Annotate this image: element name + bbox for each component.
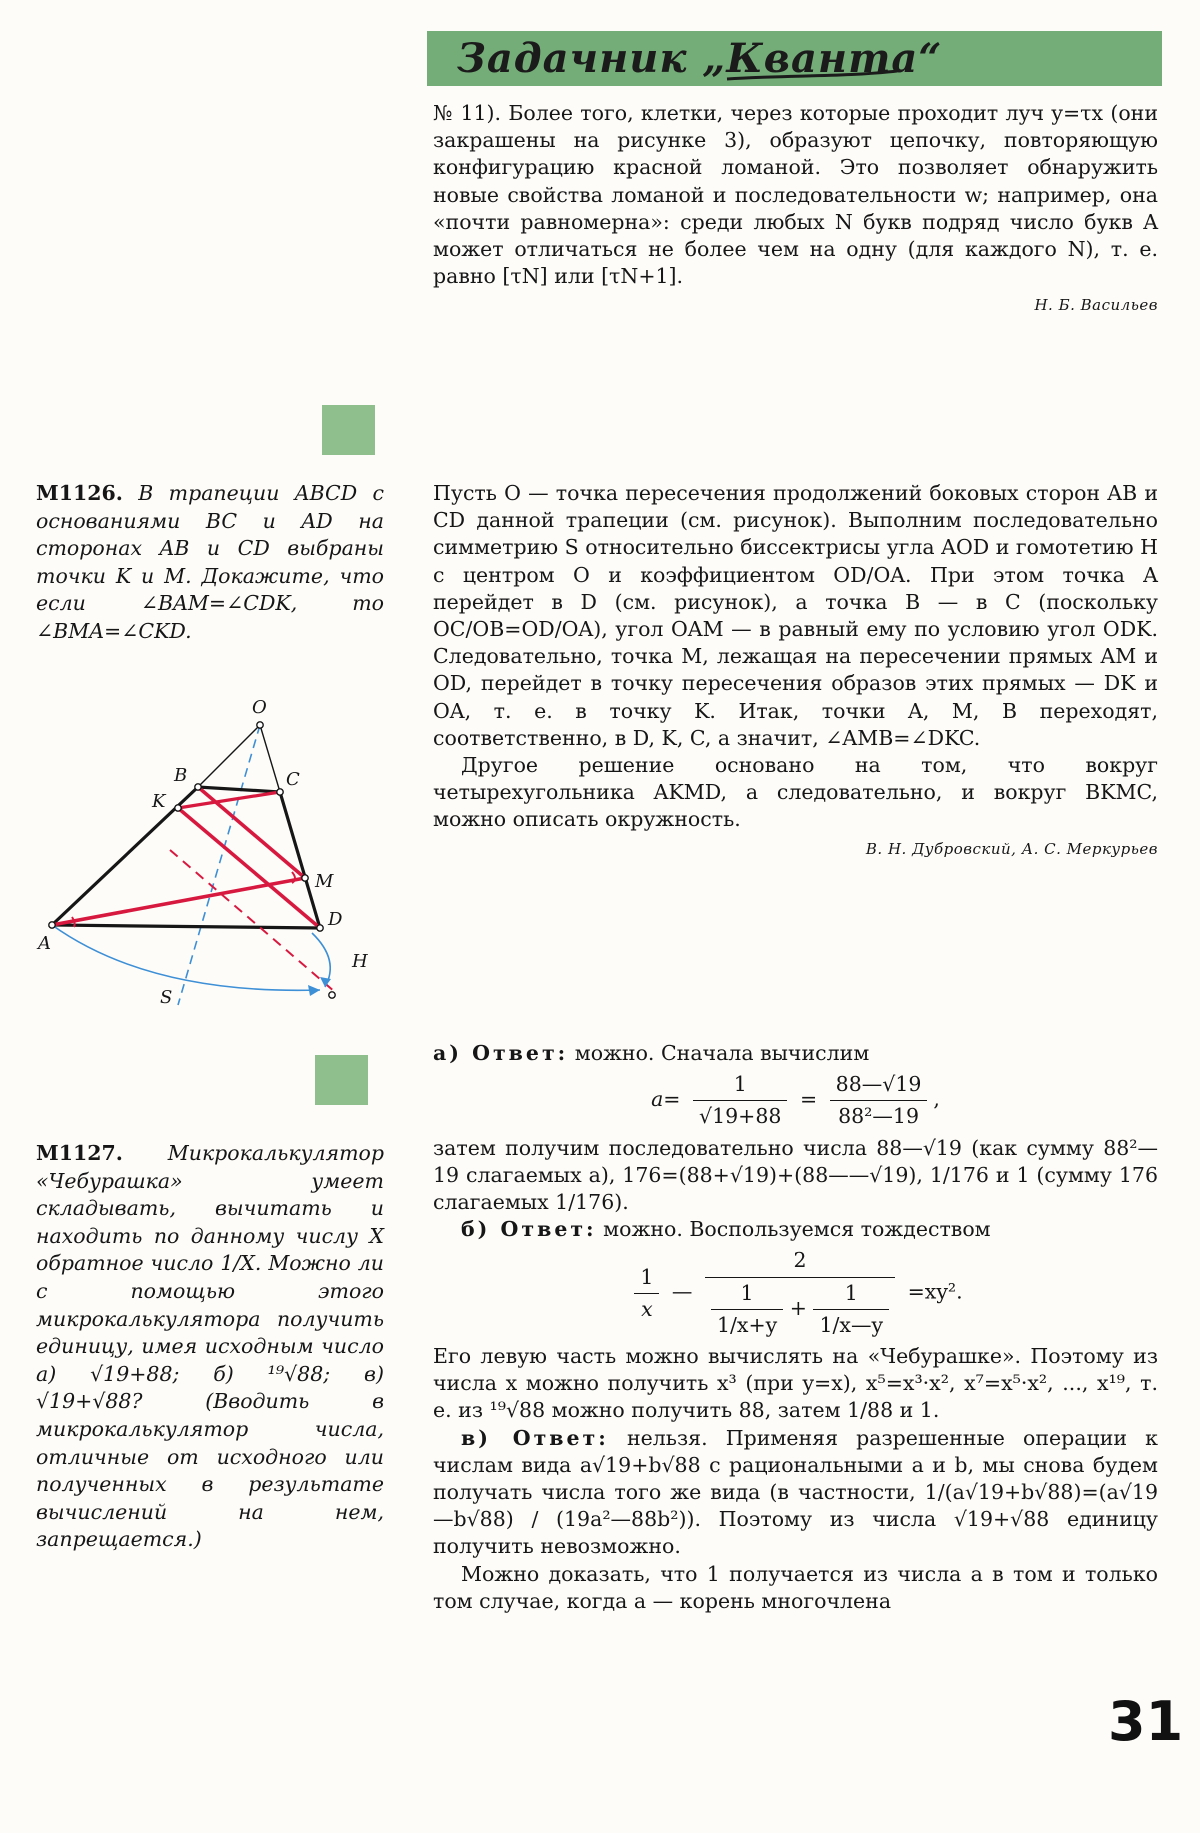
formula-2: $\frac{1}{x}$ — 2 $\frac{1}{1/x+y}$ + $\frac{1}{1/x—y}$ =xy². [433, 1247, 1158, 1339]
point-b [195, 784, 201, 790]
top-paragraph: № 11). Более того, клетки, через которые проходит луч y=τx (они закрашены на рисунке 3), образуют цепочку, повторяющую конфигурацию красной ломаной. Это позволяет обнаружить новые свойства ломаной и последовательности w; например, она «почти равномерна»: среди любых N букв подряд число букв A может отличаться не более чем на одну (для каждого N), т. е. равно [τN] или [τN+1]. [433, 101, 1158, 289]
label-o: O [252, 697, 267, 718]
label-h: H [352, 951, 368, 972]
after-formula-1: затем получим последовательно числа 88—√19 (как сумму 88²—19 слагаемых a), 176=(88+√19)+(88——√19), 1/176 и 1 (сумму 176 слагаемых 1/176). [433, 1135, 1158, 1215]
m1126-statement-text: В трапеции ABCD с основаниями BC и AD на сторонах AB и CD выбраны точки K и M. Докажите, что если ∠BAM=∠CDK, то ∠BMA=∠CKD. [36, 481, 384, 643]
page-number: 31 [1108, 1690, 1184, 1753]
last-paragraph: Можно доказать, что 1 получается из числа a в том и только том случае, когда a — корень многочлена [433, 1561, 1158, 1613]
section-marker-1 [322, 405, 375, 455]
segment-bm [198, 787, 305, 878]
point-c [277, 789, 283, 795]
section-marker-2 [315, 1055, 368, 1105]
top-block [433, 100, 1158, 316]
label-c: C [286, 769, 300, 790]
point-image [329, 992, 335, 998]
after-formula-2: Его левую часть можно вычислять на «Чебурашке». Поэтому из числа x можно получить x³ (при y=x), x⁵=x³·x², x⁷=x⁵·x², ..., x¹⁹, т. е. из ¹⁹√88 можно получить 88, затем 1/88 и 1. [433, 1344, 1158, 1423]
m1126-solution-p1: Пусть O — точка пересечения продолжений боковых сторон AB и CD данной трапеции (см. рисунок). Выполним последовательно симметрию S относительно биссектрисы угла AOD и гомотетию H с центром O и коэффициентом OD/OA. При этом точка A перейдет в D (см. рисунок), а точка B — в C (поскольку OC/OB=OD/OA), угол OAM — в равный ему по условию угол ODK. Следовательно, точка M, лежащая на пересечении прямых AM и OD, перейдет в точку пересечения образов этих прямых — DK и OA, т. е. в точку K. Итак, точки A, M, B переходят, соответственно, в D, K, C, а значит, ∠AMB=∠DKC. [433, 481, 1158, 750]
m1126-statement [36, 480, 384, 646]
answer-c-label: в) Ответ: [461, 1425, 609, 1450]
answer-a-text: можно. Сначала вычислим [574, 1041, 870, 1065]
banner-title: Задачник „Кванта“ [457, 35, 943, 82]
segment-kd [178, 808, 320, 928]
label-a: A [38, 933, 51, 954]
answer-b-text: можно. Воспользуемся тождеством [603, 1217, 991, 1242]
arc-s [52, 925, 320, 990]
m1127-solution [433, 1040, 1158, 1615]
formula-1: a= $\frac{1}{√19+88}$ = $\frac{88—√19}{\text{88²—19}}$ , [651, 1072, 940, 1129]
point-m [302, 875, 308, 881]
m1126-signature: В. Н. Дубровский, А. С. Меркурьев [865, 839, 1158, 858]
header-banner [427, 31, 1162, 86]
m1126-solution [433, 480, 1158, 860]
label-m: M [315, 871, 334, 892]
answer-a-label: а) Ответ: [433, 1041, 569, 1065]
answer-c-text: нельзя. Применяя разрешенные операции к числам вида a√19+b√88 с рациональными a и b, мы снова будем получать числа того же вида (в частности, 1/(a√19+b√88)=(a√19—b√88) / (19a²—88b²)). Поэтому из числа √19+√88 единицу получить невозможно. [433, 1425, 1158, 1559]
point-d [317, 925, 323, 931]
answer-b-label: б) Ответ: [461, 1217, 597, 1242]
m1126-number: М1126. [36, 481, 123, 505]
m1127-statement-text: Микрокалькулятор «Чебурашка» умеет складывать, вычитать и находить по данному числу X обратное число 1/X. Можно ли с помощью этого микрокалькулятора получить единицу, имея исходным число а) √19+88; б) ¹⁹√88; в) √19+√88? (Вводить в микрокалькулятор числа, отличные от исходного или полученных в результате вычислений на нем, запрещается.) [36, 1141, 384, 1552]
line-co [260, 725, 280, 792]
point-o [257, 722, 263, 728]
trapezoid-figure [30, 695, 390, 1025]
point-a [49, 922, 55, 928]
segment-ck [178, 792, 280, 808]
top-signature: Н. Б. Васильев [1034, 296, 1158, 315]
m1127-number: М1127. [36, 1141, 123, 1165]
label-s: S [160, 987, 173, 1008]
label-b: B [174, 765, 188, 786]
m1126-solution-p2: Другое решение основано на том, что вокруг четырехугольника AKMD, а следовательно, и вокруг BKMC, можно описать окружность. [433, 753, 1158, 832]
m1127-statement [36, 1140, 384, 1554]
point-k [175, 805, 181, 811]
label-k: K [152, 791, 166, 812]
label-d: D [328, 909, 343, 930]
arrow-s-icon [308, 985, 320, 996]
